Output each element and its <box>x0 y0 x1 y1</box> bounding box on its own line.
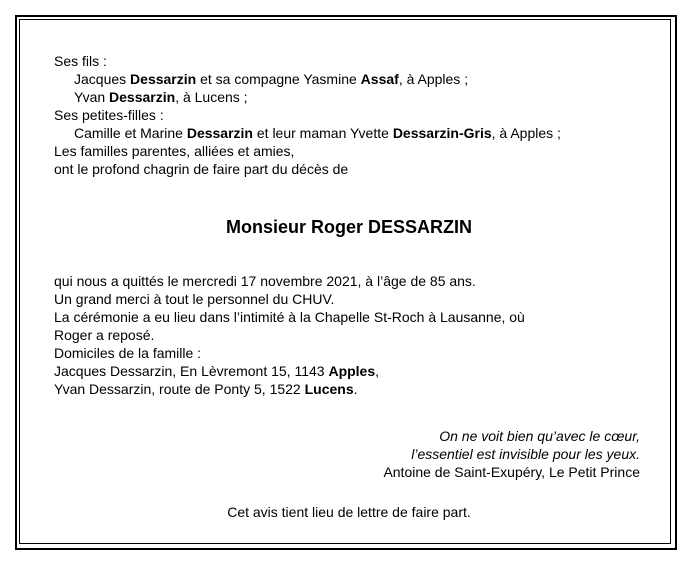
text: Jacques <box>74 71 131 87</box>
text: Yvan Dessarzin, route de Ponty 5, 1522 <box>54 381 305 397</box>
granddaughters <box>54 124 644 142</box>
deceased-name <box>0 216 698 238</box>
text: , à Apples ; <box>491 125 561 141</box>
text: , <box>375 363 380 379</box>
text: et leur maman Yvette <box>252 125 393 141</box>
town: Lucens <box>304 381 354 397</box>
footer-note: Cet avis tient lieu de lettre de faire part. <box>227 504 471 520</box>
text: , à Lucens ; <box>175 89 248 105</box>
text: Camille et Marine <box>74 125 187 141</box>
text: et sa compagne Yasmine <box>196 71 361 87</box>
son-yvan <box>54 88 644 106</box>
text: Yvan <box>74 89 110 105</box>
family-list <box>54 52 644 178</box>
surname: Dessarzin-Gris <box>392 125 492 141</box>
thanks-line: Un grand merci à tout le personnel du CHUV. <box>54 291 335 307</box>
ceremony-line: La cérémonie a eu lieu dans l’intimité à la Chapelle St-Roch à Lausanne, où <box>54 309 525 325</box>
surname: Dessarzin <box>109 89 176 105</box>
surname: Dessarzin <box>130 71 197 87</box>
town: Apples <box>328 363 376 379</box>
surname: Dessarzin <box>186 125 253 141</box>
announce-line: ont le profond chagrin de faire part du décès de <box>54 161 349 177</box>
quote-block <box>383 427 640 481</box>
quote-line-1: On ne voit bien qu’avec le cœur, <box>439 428 640 444</box>
son-jacques <box>54 70 644 88</box>
death-date-line: qui nous a quittés le mercredi 17 novembre 2021, à l’âge de 85 ans. <box>54 273 476 289</box>
details <box>54 272 644 398</box>
address-yvan <box>54 380 644 398</box>
text: Jacques Dessarzin, En Lèvremont 15, 1143 <box>54 363 329 379</box>
addresses-label: Domiciles de la famille : <box>54 345 202 361</box>
families-line: Les familles parentes, alliées et amies, <box>54 143 295 159</box>
granddaughters-label: Ses petites-filles : <box>54 107 164 123</box>
address-jacques <box>54 362 644 380</box>
sons-label: Ses fils : <box>54 53 107 69</box>
name-surname: DESSARZIN <box>368 217 473 237</box>
ceremony-line-2: Roger a reposé. <box>54 327 155 343</box>
quote-line-2: l’essentiel est invisible pour les yeux. <box>411 446 640 462</box>
name-prefix: Monsieur Roger <box>225 217 368 237</box>
surname: Assaf <box>360 71 399 87</box>
quote-author: Antoine de Saint-Exupéry, Le Petit Prince <box>383 464 640 480</box>
text: , à Apples ; <box>398 71 469 87</box>
text: . <box>353 381 358 397</box>
